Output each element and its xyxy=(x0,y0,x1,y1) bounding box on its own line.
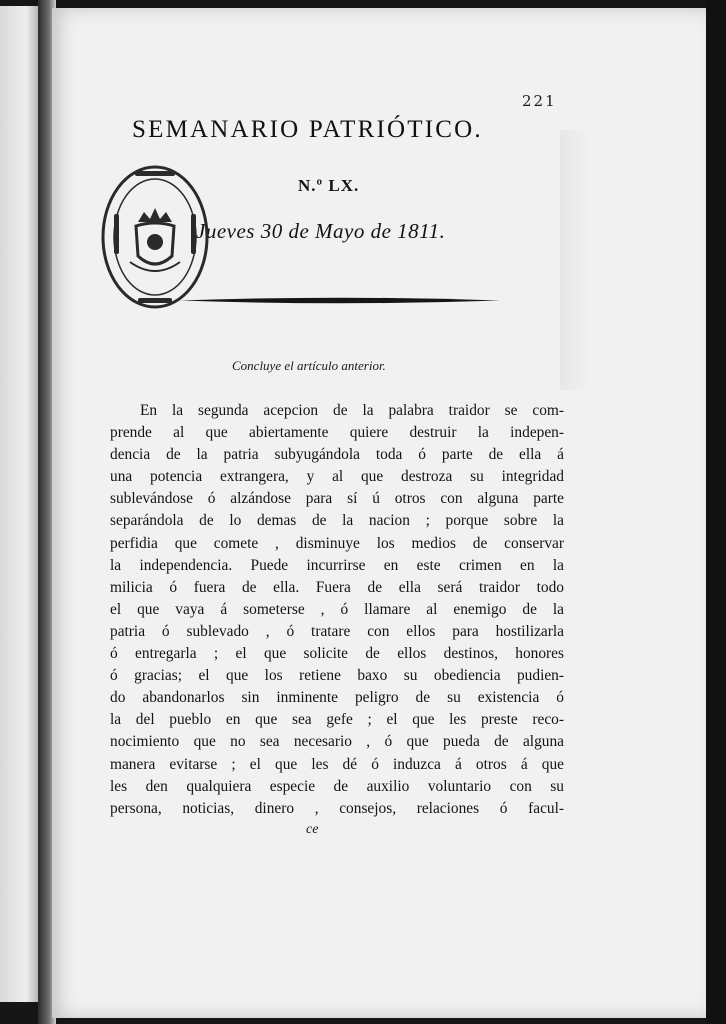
text-line: nocimiento que no sea necesario , ó que pueda de alguna xyxy=(110,733,564,751)
text-line: prende al que abiertamente quiere destruir la indepen- xyxy=(110,424,564,442)
text-line: perfidia que comete , disminuye los medios de conservar xyxy=(110,534,564,552)
decorative-rule xyxy=(180,296,500,305)
text-line: el que vaya á someterse , ó llamare al enemigo de la xyxy=(110,600,564,618)
article-subheading: Concluye el artículo anterior. xyxy=(232,358,386,373)
text-line: dencia de la patria subyugándola toda ó parte de ella á xyxy=(110,446,564,464)
text-line: ó gracias; el que los retiene baxo su obediencia pudien- xyxy=(110,667,564,685)
page-number: 221 xyxy=(522,92,557,110)
text-line: separándola de lo demas de la nacion ; porque sobre la xyxy=(110,512,564,530)
text-line: do abandonarlos sin inminente peligro de su existencia ó xyxy=(110,689,564,707)
text-line: la independencia. Puede incurrirse en este crimen en la xyxy=(110,556,564,574)
text-line: milicia ó fuera de ella. Fuera de ella será traidor todo xyxy=(110,578,564,596)
text-line: la del pueblo en que sea gefe ; el que les preste reco- xyxy=(110,711,564,729)
scan-border xyxy=(706,0,726,1024)
text-line: manera evitarse ; el que les dé ó induzca á otros á que xyxy=(110,755,564,773)
text-line: patria ó sublevado , ó tratare con ellos para hostilizarla xyxy=(110,622,564,640)
article-body xyxy=(110,400,564,820)
text-line: una potencia extrangera, y al que destroza su integridad xyxy=(110,468,564,486)
text-line: En la segunda acepcion de la palabra traidor se com- xyxy=(140,402,564,419)
bleed-through-shadow xyxy=(560,130,590,390)
text-line: les den qualquiera especie de auxilio voluntario con su xyxy=(110,777,564,795)
library-stamp-icon xyxy=(100,164,210,310)
text-line: ó entregarla ; el que solicite de ellos destinos, honores xyxy=(110,645,564,663)
issue-number: N.º LX. xyxy=(298,176,360,195)
issue-date: Jueves 30 de Mayo de 1811. xyxy=(196,219,446,243)
text-line: sublevándose ó alzándose para sí ú otros con alguna parte xyxy=(110,490,564,508)
journal-title: SEMANARIO PATRIÓTICO. xyxy=(132,116,483,143)
catchword: ce xyxy=(306,822,319,837)
text-line: persona, noticias, dinero , consejos, relaciones ó facul- xyxy=(110,799,564,817)
